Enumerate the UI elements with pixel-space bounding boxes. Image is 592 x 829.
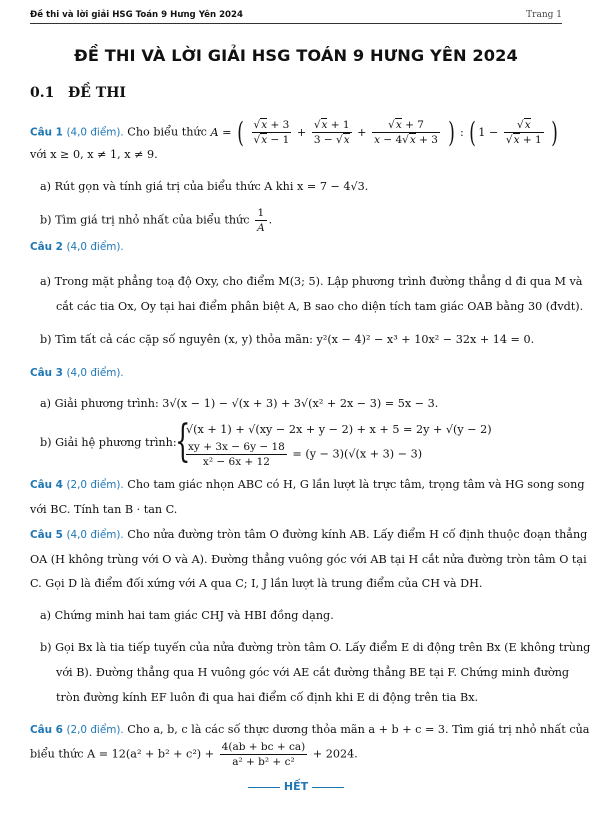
section-number: 0.1 [30, 85, 55, 101]
end-text: HẾT [283, 780, 309, 793]
system-brace: { [175, 416, 191, 467]
q6-points: (2,0 điểm). [66, 724, 124, 736]
q6-statement [30, 723, 589, 736]
q2-part-a-line1: a) Trong mặt phẳng toạ độ Oxy, cho điểm M(3; 5). Lập phương trình đường thẳng d đi qua M và [40, 275, 583, 288]
q1-points: (4,0 điểm). [66, 126, 124, 139]
q1-intro: Cho biểu thức [127, 125, 207, 139]
q4-label: Câu 4 [30, 479, 63, 491]
end-rule-left [248, 787, 280, 788]
q2-label: Câu 2 [30, 241, 63, 253]
q6-frac-numerator: 4(ab + bc + ca) [221, 741, 306, 753]
q6-tail: + 2024. [312, 747, 358, 761]
q6-expression: biểu thức A = 12(a² + b² + c²) + [30, 747, 215, 761]
q5-part-a: a) Chứng minh hai tam giác CHJ và HBI đồng dạng. [40, 609, 334, 622]
q5-label: Câu 5 [30, 529, 63, 541]
end-marker [0, 780, 592, 793]
q1-part-a: a) Rút gọn và tính giá trị của biểu thức A khi x = 7 − 4√3. [40, 180, 369, 193]
q4-line1: Cho tam giác nhọn ABC có H, G lần lượt là trực tâm, trọng tâm và HG song song [127, 478, 585, 491]
q3-points: (4,0 điểm). [66, 367, 124, 379]
page-header [30, 10, 562, 24]
section-heading [30, 85, 126, 101]
q1-statement [30, 115, 560, 149]
q5-line3: C. Gọi D là điểm đối xứng với A qua C; I, J lần lượt là trung điểm của CH và DH. [30, 577, 483, 590]
q3-eq2-numerator: xy + 3x − 6y − 18 [188, 441, 285, 453]
q3-equation-1: √(x + 1) + √(xy − 2x + y − 2) + x + 5 = 2y + √(y − 2) [186, 423, 492, 436]
q1-condition: với x ≥ 0, x ≠ 1, x ≠ 9. [30, 148, 158, 161]
q2-heading [30, 240, 124, 253]
q3-part-b: b) Giải hệ phương trình: [40, 436, 177, 449]
q3-eq2-denominator: x² − 6x + 12 [202, 456, 270, 468]
q2-part-b: b) Tìm tất cả các cặp số nguyên (x, y) thỏa mãn: y²(x − 4)² − x³ + 10x² − 32x + 14 = 0. [40, 333, 535, 346]
q6-frac-denominator: a² + b² + c² [232, 756, 295, 768]
q2-part-a-line2: cắt các tia Ox, Oy tại hai điểm phân biệt A, B sao cho diện tích tam giác OAB bằng 30 (đvdt). [56, 300, 584, 313]
q1-formula: A = ( $\frac{√x + 3}{√x - 1}$ + $\frac{√x + 1}{3 - √x}$ + $\frac{√x + 7}{x - 4√x + 3}$ ) : ( 1 − $\frac{√x}{√x + 1}$ ) [210, 115, 558, 149]
q5-part-b-line1: b) Gọi Bx là tia tiếp tuyến của nửa đường tròn tâm O. Lấy điểm E di động trên Bx (E không trùng [40, 641, 591, 654]
q1-part-b: b) Tìm giá trị nhỏ nhất của biểu thức $\frac{1}{A}$ . [40, 207, 273, 234]
q5-part-b-line2: với B). Đường thẳng qua H vuông góc với AE cắt đường thẳng BE tại F. Chứng minh đường [56, 666, 570, 679]
q5-part-b-line3: tròn đường kính EF luôn đi qua hai điểm cố định khi E di động trên tia Bx. [56, 691, 479, 704]
section-label: ĐỀ THI [68, 85, 126, 101]
q4-line2: với BC. Tính tan B · tan C. [30, 503, 178, 516]
q3-eq2-rhs: = (y − 3)(√(x + 3) − 3) [292, 447, 423, 461]
q6-line1: Cho a, b, c là các số thực dương thỏa mãn a + b + c = 3. Tìm giá trị nhỏ nhất của [127, 723, 590, 736]
q3-heading [30, 366, 124, 379]
q6-label: Câu 6 [30, 724, 63, 736]
header-title: Đề thi và lời giải HSG Toán 9 Hưng Yên 2024 [30, 10, 243, 20]
q6-line2 [30, 740, 358, 769]
page-number: Trang 1 [526, 10, 562, 20]
q4-statement [30, 478, 585, 491]
end-rule-right [312, 787, 344, 788]
q3-label: Câu 3 [30, 367, 63, 379]
q5-points: (4,0 điểm). [66, 529, 124, 541]
q4-points: (2,0 điểm). [66, 479, 124, 491]
q3-equation-2 [184, 440, 422, 469]
q5-line2: OA (H không trùng với O và A). Đường thẳng vuông góc với AB tại H cắt nửa đường tròn tâm O tại [30, 553, 587, 566]
q1-label: Câu 1 [30, 126, 63, 139]
q3-part-a: a) Giải phương trình: 3√(x − 1) − √(x + 3) + 3√(x² + 2x − 3) = 5x − 3. [40, 397, 439, 410]
q5-line1: Cho nửa đường tròn tâm O đường kính AB. Lấy điểm H cố định thuộc đoạn thẳng [127, 528, 588, 541]
q2-points: (4,0 điểm). [66, 241, 124, 253]
q5-statement [30, 528, 587, 541]
q1-part-b-text: b) Tìm giá trị nhỏ nhất của biểu thức [40, 213, 250, 227]
document-title: ĐỀ THI VÀ LỜI GIẢI HSG TOÁN 9 HƯNG YÊN 2024 [74, 46, 518, 65]
